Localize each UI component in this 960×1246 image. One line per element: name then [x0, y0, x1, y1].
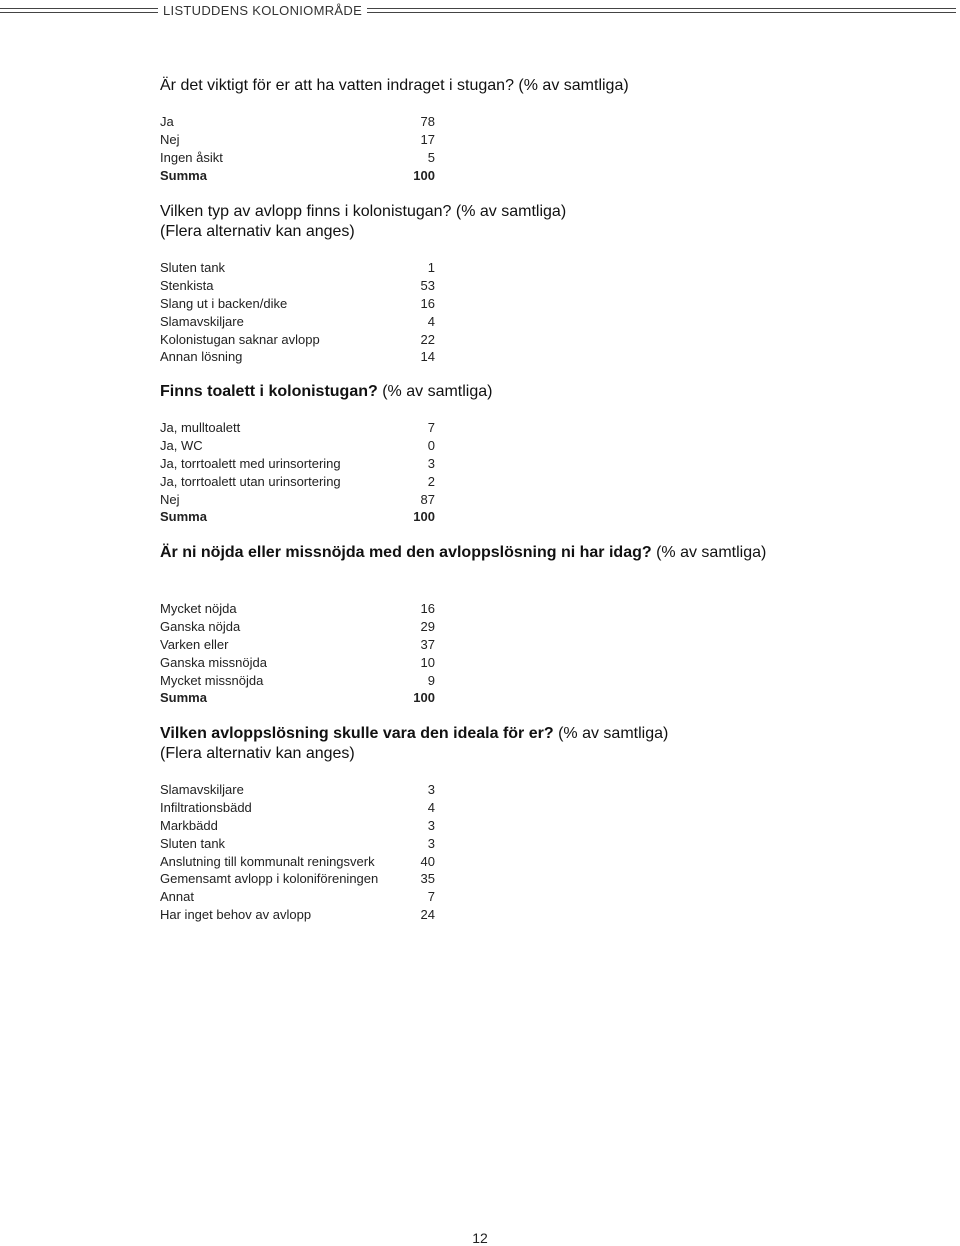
question-heading: [160, 543, 920, 563]
answer-value: 3: [427, 455, 435, 471]
answer-row: [160, 490, 435, 508]
answer-value: 22: [420, 331, 435, 347]
answer-table: [160, 600, 435, 707]
question-heading: [160, 724, 920, 744]
question-text: Vilken typ av avlopp finns i kolonistugan? (% av samtliga): [160, 203, 567, 220]
header-title: LISTUDDENS KOLONIOMRÅDE: [163, 2, 363, 18]
answer-value: 16: [420, 601, 435, 617]
answer-label: Sluten tank: [160, 835, 226, 851]
answer-label: Annat: [160, 889, 194, 905]
answer-value: 16: [420, 295, 435, 311]
answer-table: [160, 419, 435, 526]
answer-row: [160, 330, 435, 348]
header-rule-left: [0, 6, 158, 15]
answer-label: Slamavskiljare: [160, 782, 244, 798]
answer-row: [160, 149, 435, 167]
answer-value: 10: [420, 654, 435, 670]
section-toilet: [160, 382, 920, 525]
running-header: [0, 0, 960, 20]
question-bold-text: Vilken avloppslösning skulle vara den ideala för er?: [160, 725, 554, 742]
answer-row: [160, 671, 435, 689]
answer-label: Ingen åsikt: [160, 149, 223, 165]
answer-row: [160, 348, 435, 366]
section-ideal-solution: [160, 724, 920, 922]
answer-value: 37: [420, 636, 435, 652]
answer-label: Slamavskiljare: [160, 313, 244, 329]
question-text: (% av samtliga): [553, 725, 669, 742]
answer-row: [160, 799, 435, 817]
question-text: (% av samtliga): [377, 383, 493, 400]
question-bold-text: Finns toalett i kolonistugan?: [160, 383, 378, 400]
answer-row: [160, 888, 435, 906]
answer-row: [160, 472, 435, 490]
question-heading: [160, 202, 920, 222]
answer-label: Anslutning till kommunalt reningsverk: [160, 853, 375, 869]
answer-value: 5: [427, 149, 435, 165]
answer-label: Ja, torrtoalett med urinsortering: [160, 455, 341, 471]
answer-value: 1: [427, 260, 435, 276]
page-number: 12: [472, 1230, 488, 1246]
answer-label: Ja, torrtoalett utan urinsortering: [160, 473, 341, 489]
answer-label: Summa: [160, 690, 207, 706]
answer-row: [160, 259, 435, 277]
answer-row: [160, 817, 435, 835]
answer-label: Ganska nöjda: [160, 619, 241, 635]
answer-label: Nej: [160, 132, 180, 148]
answer-label: Slang ut i backen/dike: [160, 295, 288, 311]
answer-row: [160, 455, 435, 473]
answer-label: Ja: [160, 114, 174, 130]
answer-value: 100: [413, 690, 435, 706]
answer-label: Annan lösning: [160, 349, 243, 365]
answer-value: 53: [420, 278, 435, 294]
answer-value: 0: [427, 438, 435, 454]
answer-table: [160, 259, 435, 366]
answer-value: 3: [427, 782, 435, 798]
sum-row: [160, 689, 435, 707]
answer-value: 78: [420, 114, 435, 130]
section-sewage-type: [160, 202, 920, 365]
answer-value: 2: [427, 473, 435, 489]
answer-value: 35: [420, 871, 435, 887]
answer-label: Summa: [160, 167, 207, 183]
answer-table: [160, 781, 435, 923]
answer-row: [160, 870, 435, 888]
answer-row: [160, 906, 435, 924]
answer-value: 7: [427, 420, 435, 436]
sum-row: [160, 508, 435, 526]
answer-value: 100: [413, 167, 435, 183]
answer-label: Stenkista: [160, 278, 214, 294]
answer-value: 40: [420, 853, 435, 869]
answer-label: Mycket nöjda: [160, 601, 237, 617]
answer-label: Gemensamt avlopp i koloniföreningen: [160, 871, 379, 887]
answer-label: Har inget behov av avlopp: [160, 906, 312, 922]
answer-value: 4: [427, 800, 435, 816]
answer-row: [160, 852, 435, 870]
answer-value: 29: [420, 619, 435, 635]
answer-value: 17: [420, 132, 435, 148]
answer-label: Ja, WC: [160, 438, 203, 454]
question-bold-text: Är ni nöjda eller missnöjda med den avloppslösning ni har idag?: [160, 544, 652, 561]
question-subheading: (Flera alternativ kan anges): [160, 223, 355, 240]
answer-value: 100: [413, 509, 435, 525]
question-heading: [160, 382, 920, 402]
question-text: (% av samtliga): [651, 544, 767, 561]
sum-row: [160, 166, 435, 184]
answer-value: 87: [420, 491, 435, 507]
answer-label: Markbädd: [160, 817, 218, 833]
answer-value: 14: [420, 349, 435, 365]
answer-label: Sluten tank: [160, 260, 226, 276]
answer-row: [160, 653, 435, 671]
answer-row: [160, 437, 435, 455]
answer-label: Summa: [160, 509, 207, 525]
answer-label: Infiltrationsbädd: [160, 800, 252, 816]
answer-value: 3: [427, 835, 435, 851]
answer-value: 9: [427, 672, 435, 688]
answer-label: Nej: [160, 491, 180, 507]
answer-label: Ganska missnöjda: [160, 654, 267, 670]
answer-row: [160, 419, 435, 437]
header-rule-right: [367, 6, 956, 15]
answer-row: [160, 312, 435, 330]
section-satisfaction: [160, 543, 920, 706]
answer-row: [160, 834, 435, 852]
answer-row: [160, 113, 435, 131]
answer-row: [160, 781, 435, 799]
answer-value: 4: [427, 313, 435, 329]
answer-row: [160, 600, 435, 618]
answer-row: [160, 131, 435, 149]
answer-label: Kolonistugan saknar avlopp: [160, 331, 320, 347]
answer-value: 24: [420, 906, 435, 922]
answer-row: [160, 618, 435, 636]
answer-label: Ja, mulltoalett: [160, 420, 241, 436]
answer-value: 7: [427, 889, 435, 905]
answer-row: [160, 636, 435, 654]
answer-row: [160, 277, 435, 295]
answer-value: 3: [427, 817, 435, 833]
question-subheading: (Flera alternativ kan anges): [160, 745, 355, 762]
question-text: Är det viktigt för er att ha vatten indraget i stugan? (% av samtliga): [160, 77, 629, 94]
answer-label: Mycket missnöjda: [160, 672, 264, 688]
answer-label: Varken eller: [160, 636, 229, 652]
answer-table: [160, 113, 435, 184]
question-heading: [160, 76, 920, 96]
section-water: [160, 76, 920, 183]
answer-row: [160, 295, 435, 313]
